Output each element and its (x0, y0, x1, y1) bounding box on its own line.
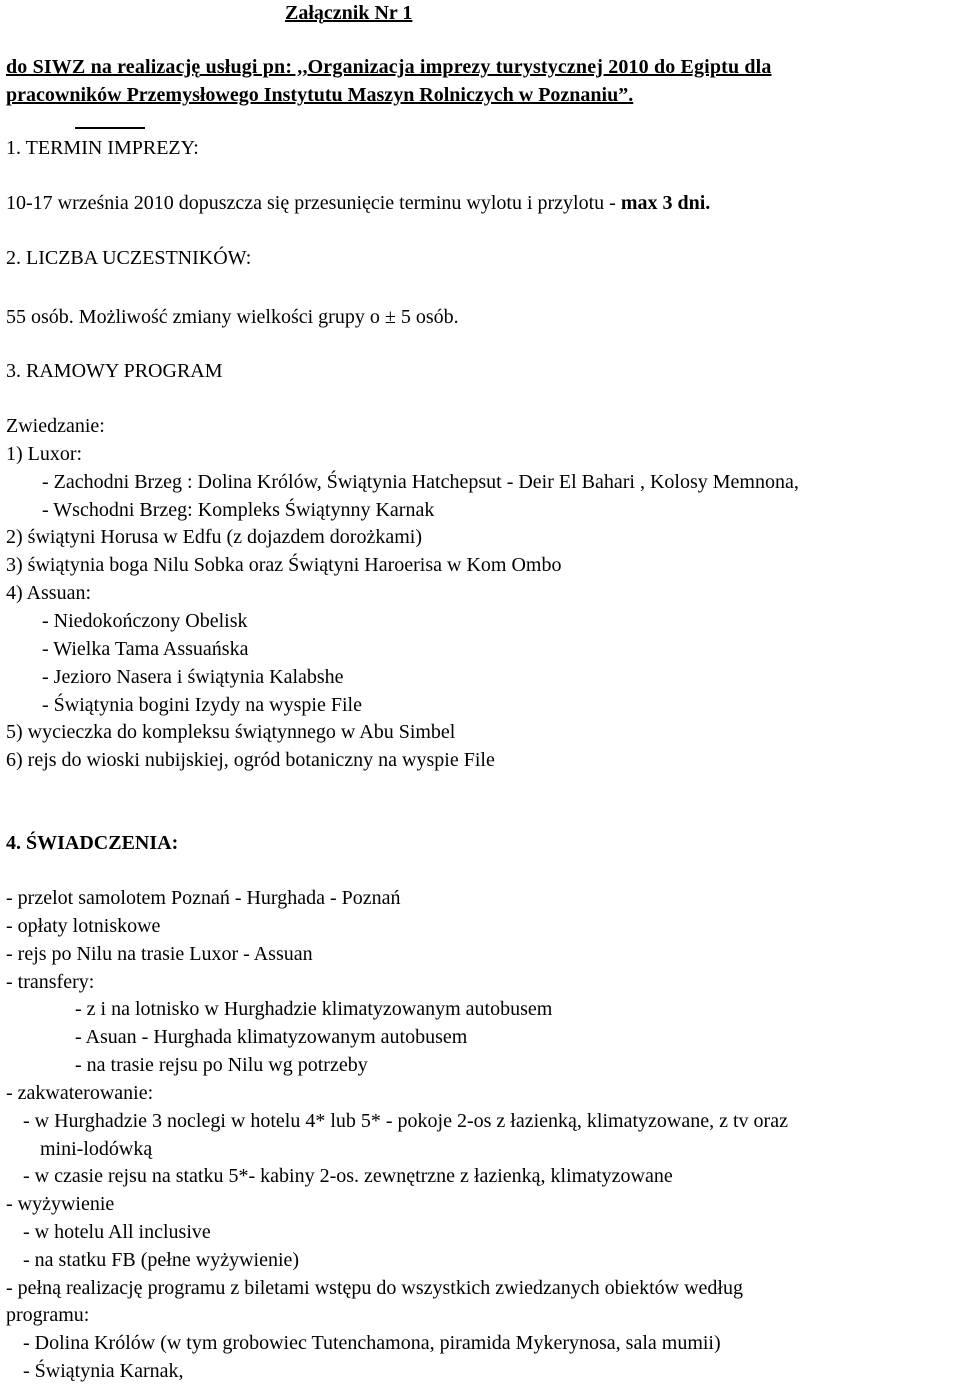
service-line: - Asuan - Hurghada klimatyzowanym autobusem (75, 1026, 468, 1048)
section-2-text: 55 osób. Możliwość zmiany wielkości grupy o ± 5 osób. (6, 306, 459, 328)
subject-line-2: pracowników Przemysłowego Instytutu Maszyn Rolniczych w Poznaniu”. (6, 84, 634, 106)
section-1-text (6, 191, 710, 215)
program-line: - Niedokończony Obelisk (42, 610, 248, 632)
section-3-heading: 3. RAMOWY PROGRAM (6, 360, 223, 382)
subject-line-1: do SIWZ na realizację usługi pn: ,,Organizacja imprezy turystycznej 2010 do Egiptu dla (6, 56, 772, 78)
service-line: - na statku FB (pełne wyżywienie) (23, 1249, 300, 1271)
service-line: - przelot samolotem Poznań - Hurghada - Poznań (6, 887, 401, 909)
program-line: 6) rejs do wioski nubijskiej, ogród botaniczny na wyspie File (6, 749, 495, 771)
program-line: 3) świątynia boga Nilu Sobka oraz Świątyni Haroerisa w Kom Ombo (6, 554, 562, 576)
service-line: - na trasie rejsu po Nilu wg potrzeby (75, 1054, 368, 1076)
separator-rule (75, 127, 145, 129)
program-line: 5) wycieczka do kompleksu świątynnego w Abu Simbel (6, 721, 456, 743)
service-line: mini-lodówką (40, 1138, 153, 1160)
program-line: 4) Assuan: (6, 582, 91, 604)
service-line: - w hotelu All inclusive (23, 1221, 211, 1243)
section-4-heading: 4. ŚWIADCZENIA: (6, 832, 179, 854)
program-line: - Jezioro Nasera i świątynia Kalabshe (42, 666, 344, 688)
attachment-title: Załącznik Nr 1 (285, 2, 413, 24)
program-line: 2) świątyni Horusa w Edfu (z dojazdem dorożkami) (6, 526, 422, 548)
program-line: Zwiedzanie: (6, 415, 105, 437)
program-line: - Wielka Tama Assuańska (42, 638, 249, 660)
service-line: - w czasie rejsu na statku 5*- kabiny 2-os. zewnętrzne z łazienką, klimatyzowane (23, 1165, 673, 1187)
section-1-text-bold: max 3 dni. (620, 192, 711, 214)
service-line: - Świątynia Karnak, (23, 1360, 184, 1382)
program-line: - Zachodni Brzeg : Dolina Królów, Świątynia Hatchepsut - Deir El Bahari , Kolosy Memnona, (42, 471, 799, 493)
service-line: - opłaty lotniskowe (6, 915, 161, 937)
service-line: - Dolina Królów (w tym grobowiec Tutenchamona, piramida Mykerynosa, sala mumii) (23, 1332, 721, 1354)
section-2-heading: 2. LICZBA UCZESTNIKÓW: (6, 247, 252, 269)
service-line: - zakwaterowanie: (6, 1082, 154, 1104)
program-line: - Wschodni Brzeg: Kompleks Świątynny Karnak (42, 499, 435, 521)
service-line: - transfery: (6, 971, 95, 993)
section-1-heading: 1. TERMIN IMPREZY: (6, 137, 199, 159)
service-line: - pełną realizację programu z biletami wstępu do wszystkich zwiedzanych obiektów według (6, 1277, 743, 1299)
service-line: - z i na lotnisko w Hurghadzie klimatyzowanym autobusem (75, 998, 553, 1020)
program-line: 1) Luxor: (6, 443, 83, 465)
program-line: - Świątynia bogini Izydy na wyspie File (42, 694, 362, 716)
service-line: programu: (6, 1304, 90, 1326)
section-1-text-regular: 10-17 września 2010 dopuszcza się przesunięcie terminu wylotu i przylotu - (6, 192, 621, 214)
service-line: - rejs po Nilu na trasie Luxor - Assuan (6, 943, 313, 965)
service-line: - w Hurghadzie 3 noclegi w hotelu 4* lub 5* - pokoje 2-os z łazienką, klimatyzowane, z tv oraz (23, 1110, 788, 1132)
service-line: - wyżywienie (6, 1193, 115, 1215)
